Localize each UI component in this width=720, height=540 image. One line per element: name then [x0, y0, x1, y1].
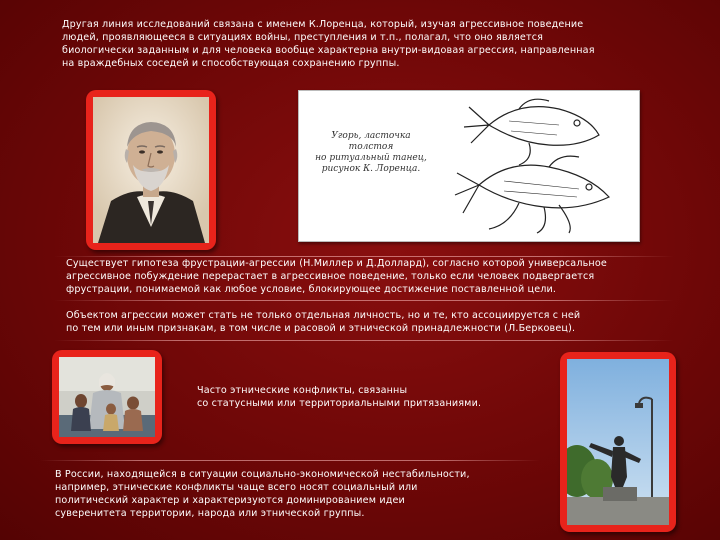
paragraph-lorenz: [62, 18, 662, 70]
caption-line: Угорь, ласточка толстоя: [331, 131, 411, 152]
fish-drawing: [298, 90, 640, 242]
caption-line: но ритуальный танец,: [315, 153, 427, 163]
separator: [54, 340, 674, 341]
text-line: Часто этнические конфликты, связанны: [197, 385, 408, 396]
text-line: например, этнические конфликты чаще всего носят социальный или: [55, 482, 418, 493]
ethnic-family-photo-icon: [59, 357, 155, 437]
figure-caption: [311, 131, 431, 175]
text-line: биологически заданным и для человека вообще характерна внутри-видовая агрессия, направленная: [62, 45, 595, 56]
paragraph-ethnic-conflicts: [197, 384, 557, 410]
text-line: Другая линия исследований связана с именем К.Лоренца, который, изучая агрессивное поведение: [62, 19, 584, 30]
text-line: фрустрации, понимаемой как любое условие, блокирующее достижение поставленной цели.: [66, 284, 557, 295]
paragraph-object-of-aggression: [66, 309, 686, 335]
portrait-of-lorenz-icon: [93, 97, 209, 243]
text-line: со статусными или территориальными притязаниями.: [197, 398, 482, 409]
separator: [54, 300, 674, 301]
text-line: на враждебных соседей и способствующая сохранению группы.: [62, 58, 400, 69]
family-photo-frame: [52, 350, 162, 444]
statue-photo: [567, 359, 669, 525]
text-line: Существует гипотеза фрустрации-агрессии (Н.Миллер и Д.Доллард), согласно которой универсальное: [66, 258, 607, 269]
text-line: людей, проявляющееся в ситуациях войны, преступления и т.п., полагал, что оно является: [62, 32, 544, 43]
text-line: Объектом агрессии может стать не только отдельная личность, но и те, кто ассоциируется с ней: [66, 310, 581, 321]
separator: [40, 460, 540, 461]
caption-line: рисунок К. Лоренца.: [321, 164, 421, 174]
family-photo: [59, 357, 155, 437]
paragraph-russia: [55, 468, 555, 520]
text-line: агрессивное побуждение перерастает в агрессивное поведение, только если человек подвергается: [66, 271, 595, 282]
text-line: В России, находящейся в ситуации социально-экономической нестабильности,: [55, 469, 470, 480]
statue-street-photo-icon: [567, 359, 669, 525]
text-line: суверенитета территории, народа или этнической группы.: [55, 508, 365, 519]
paragraph-frustration-aggression: [66, 257, 686, 296]
portrait-frame: [86, 90, 216, 250]
statue-photo-frame: [560, 352, 676, 532]
text-line: по тем или иным признакам, в том числе и расовой и этнической принадлежности (Л.Берковец).: [66, 323, 576, 334]
fish-sketch-icon: [449, 95, 634, 235]
portrait-image: [93, 97, 209, 243]
text-line: политический характер и характеризуются доминированием идеи: [55, 495, 405, 506]
